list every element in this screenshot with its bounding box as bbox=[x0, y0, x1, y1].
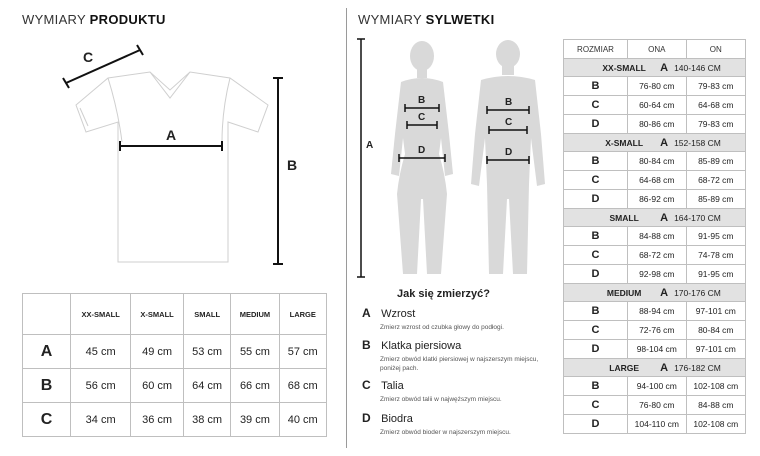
size-group-row bbox=[564, 134, 746, 152]
row-letter: D bbox=[564, 340, 628, 359]
row-letter: C bbox=[564, 246, 628, 265]
table-cell: 64-68 cm bbox=[686, 96, 745, 115]
size-group-name: XX-SMALL bbox=[602, 62, 646, 73]
table-row bbox=[564, 377, 746, 396]
table-cell: 68-72 cm bbox=[628, 246, 687, 265]
table-cell: 80-84 cm bbox=[686, 321, 745, 340]
table-row bbox=[564, 115, 746, 134]
row-letter: B bbox=[564, 377, 628, 396]
size-group-row bbox=[564, 59, 746, 77]
table-row bbox=[564, 396, 746, 415]
height-label: A bbox=[366, 140, 374, 151]
size-table-header: ON bbox=[686, 40, 745, 59]
row-label: B bbox=[23, 369, 71, 403]
silhouettes-diagram bbox=[355, 34, 555, 284]
row-letter: C bbox=[564, 96, 628, 115]
male-label-c: C bbox=[505, 117, 513, 128]
table-cell: 76-80 cm bbox=[628, 396, 687, 415]
row-letter: B bbox=[564, 152, 628, 171]
table-cell: 84-88 cm bbox=[686, 396, 745, 415]
size-group-name: X-SMALL bbox=[605, 137, 644, 148]
table-cell: 88-94 cm bbox=[628, 302, 687, 321]
table-cell: 60 cm bbox=[131, 369, 184, 403]
size-group-name: SMALL bbox=[609, 212, 639, 223]
row-label: C bbox=[23, 403, 71, 437]
table-cell: 60-64 cm bbox=[628, 96, 687, 115]
diagram-label-a: A bbox=[166, 127, 177, 143]
how-to-measure-title: Jak się zmierzyć? bbox=[397, 288, 490, 300]
table-row bbox=[564, 340, 746, 359]
table-cell: 57 cm bbox=[279, 335, 327, 369]
row-letter: C bbox=[564, 396, 628, 415]
table-cell: 34 cm bbox=[71, 403, 131, 437]
product-table-row-c bbox=[23, 403, 327, 437]
size-group-cell bbox=[564, 209, 746, 227]
size-table-header: ONA bbox=[628, 40, 687, 59]
dimension-line-c bbox=[66, 50, 140, 83]
table-cell: 64 cm bbox=[183, 369, 230, 403]
row-letter: B bbox=[564, 302, 628, 321]
product-table-header: XX-SMALL bbox=[71, 294, 131, 335]
male-label-b: B bbox=[505, 97, 513, 108]
measure-letter: C bbox=[362, 378, 371, 392]
table-cell: 80-84 cm bbox=[628, 152, 687, 171]
table-cell: 98-104 cm bbox=[628, 340, 687, 359]
measure-desc: Zmierz obwód klatki piersiowej w najszerszym miejscu, poniżej pach. bbox=[380, 356, 539, 372]
size-group-a-letter: A bbox=[660, 286, 669, 299]
row-letter: D bbox=[564, 115, 628, 134]
size-group-row bbox=[564, 284, 746, 302]
row-label: A bbox=[23, 335, 71, 369]
measure-letter: D bbox=[362, 411, 371, 425]
table-cell: 38 cm bbox=[183, 403, 230, 437]
table-row bbox=[564, 302, 746, 321]
size-group-cell bbox=[564, 359, 746, 377]
table-cell: 40 cm bbox=[279, 403, 327, 437]
measure-name: Wzrost bbox=[381, 308, 416, 320]
row-letter: D bbox=[564, 415, 628, 434]
row-letter: B bbox=[564, 77, 628, 96]
female-label-d: D bbox=[418, 145, 426, 156]
size-group-name: LARGE bbox=[609, 362, 639, 373]
measure-letter: B bbox=[362, 338, 371, 352]
size-group-cell bbox=[564, 59, 746, 77]
table-row bbox=[564, 190, 746, 209]
table-cell: 74-78 cm bbox=[686, 246, 745, 265]
male-label-d: D bbox=[505, 147, 513, 158]
table-cell: 84-88 cm bbox=[628, 227, 687, 246]
size-group-a-value: 170-176 CM bbox=[674, 287, 721, 298]
body-size-table bbox=[563, 39, 746, 434]
product-table-header: MEDIUM bbox=[231, 294, 279, 335]
row-letter: D bbox=[564, 190, 628, 209]
silhouette-heading-light: WYMIARY bbox=[358, 12, 422, 27]
table-row bbox=[564, 227, 746, 246]
measure-name: Biodra bbox=[381, 413, 413, 425]
row-letter: C bbox=[564, 321, 628, 340]
size-table-header-row bbox=[564, 40, 746, 59]
table-cell: 56 cm bbox=[71, 369, 131, 403]
measure-desc: Zmierz obwód talii w najwęższym miejscu. bbox=[380, 396, 502, 403]
row-letter: B bbox=[564, 227, 628, 246]
measure-name: Klatka piersiowa bbox=[381, 340, 462, 352]
product-table-header: SMALL bbox=[183, 294, 230, 335]
size-group-a-value: 176-182 CM bbox=[674, 362, 721, 373]
measure-item-a bbox=[362, 304, 555, 332]
size-group-a-letter: A bbox=[660, 211, 669, 224]
size-group-cell bbox=[564, 134, 746, 152]
size-group-a-value: 164-170 CM bbox=[674, 212, 721, 223]
tshirt-diagram bbox=[0, 0, 340, 290]
size-table-header: ROZMIAR bbox=[564, 40, 628, 59]
female-label-b: B bbox=[418, 95, 426, 106]
table-cell: 76-80 cm bbox=[628, 77, 687, 96]
table-cell: 79-83 cm bbox=[686, 77, 745, 96]
table-cell: 102-108 cm bbox=[686, 377, 745, 396]
product-table-row-a bbox=[23, 335, 327, 369]
table-row bbox=[564, 77, 746, 96]
table-row bbox=[564, 246, 746, 265]
silhouette-heading-bold: SYLWETKI bbox=[425, 12, 495, 27]
row-letter: C bbox=[564, 171, 628, 190]
table-cell: 91-95 cm bbox=[686, 227, 745, 246]
table-row bbox=[564, 96, 746, 115]
product-table-header: X-SMALL bbox=[131, 294, 184, 335]
section-divider bbox=[346, 8, 347, 448]
product-heading-bold: PRODUKTU bbox=[89, 12, 166, 27]
silhouette-heading bbox=[358, 12, 495, 27]
table-cell: 49 cm bbox=[131, 335, 184, 369]
table-cell: 97-101 cm bbox=[686, 340, 745, 359]
size-group-row bbox=[564, 209, 746, 227]
table-row bbox=[564, 152, 746, 171]
product-heading-light: WYMIARY bbox=[22, 12, 86, 27]
diagram-label-b: B bbox=[287, 157, 298, 173]
size-group-a-value: 140-146 CM bbox=[674, 62, 721, 73]
diagram-label-c: C bbox=[83, 49, 94, 65]
product-size-table bbox=[22, 293, 327, 437]
size-group-cell bbox=[564, 284, 746, 302]
measure-item-d bbox=[362, 409, 555, 437]
table-cell: 55 cm bbox=[231, 335, 279, 369]
table-cell: 45 cm bbox=[71, 335, 131, 369]
table-cell: 104-110 cm bbox=[628, 415, 687, 434]
size-group-row bbox=[564, 359, 746, 377]
table-cell: 97-101 cm bbox=[686, 302, 745, 321]
table-cell: 80-86 cm bbox=[628, 115, 687, 134]
measure-item-b bbox=[362, 336, 555, 373]
table-cell: 68-72 cm bbox=[686, 171, 745, 190]
size-group-a-value: 152-158 CM bbox=[674, 137, 721, 148]
tshirt-outline bbox=[76, 72, 268, 262]
product-table-row-b bbox=[23, 369, 327, 403]
measure-item-c bbox=[362, 376, 555, 404]
size-group-a-letter: A bbox=[660, 136, 669, 149]
table-cell: 53 cm bbox=[183, 335, 230, 369]
table-row bbox=[564, 265, 746, 284]
table-cell: 64-68 cm bbox=[628, 171, 687, 190]
table-cell: 91-95 cm bbox=[686, 265, 745, 284]
measure-name: Talia bbox=[381, 380, 404, 392]
female-label-c: C bbox=[418, 112, 426, 123]
size-group-name: MEDIUM bbox=[606, 287, 642, 298]
product-table-corner bbox=[23, 294, 71, 335]
table-cell: 102-108 cm bbox=[686, 415, 745, 434]
table-cell: 66 cm bbox=[231, 369, 279, 403]
table-cell: 85-89 cm bbox=[686, 152, 745, 171]
table-cell: 39 cm bbox=[231, 403, 279, 437]
table-cell: 79-83 cm bbox=[686, 115, 745, 134]
table-cell: 72-76 cm bbox=[628, 321, 687, 340]
table-row bbox=[564, 415, 746, 434]
table-cell: 86-92 cm bbox=[628, 190, 687, 209]
table-row bbox=[564, 321, 746, 340]
table-cell: 85-89 cm bbox=[686, 190, 745, 209]
row-letter: D bbox=[564, 265, 628, 284]
size-group-a-letter: A bbox=[660, 361, 669, 374]
table-cell: 68 cm bbox=[279, 369, 327, 403]
table-cell: 36 cm bbox=[131, 403, 184, 437]
product-table-header: LARGE bbox=[279, 294, 327, 335]
measure-desc: Zmierz wzrost od czubka głowy do podłogi. bbox=[380, 324, 504, 331]
product-table-header-row bbox=[23, 294, 327, 335]
size-group-a-letter: A bbox=[660, 61, 669, 74]
table-row bbox=[564, 171, 746, 190]
table-cell: 94-100 cm bbox=[628, 377, 687, 396]
measure-desc: Zmierz obwód bioder w najszerszym miejscu. bbox=[380, 429, 511, 436]
table-cell: 92-98 cm bbox=[628, 265, 687, 284]
measure-letter: A bbox=[362, 306, 371, 320]
